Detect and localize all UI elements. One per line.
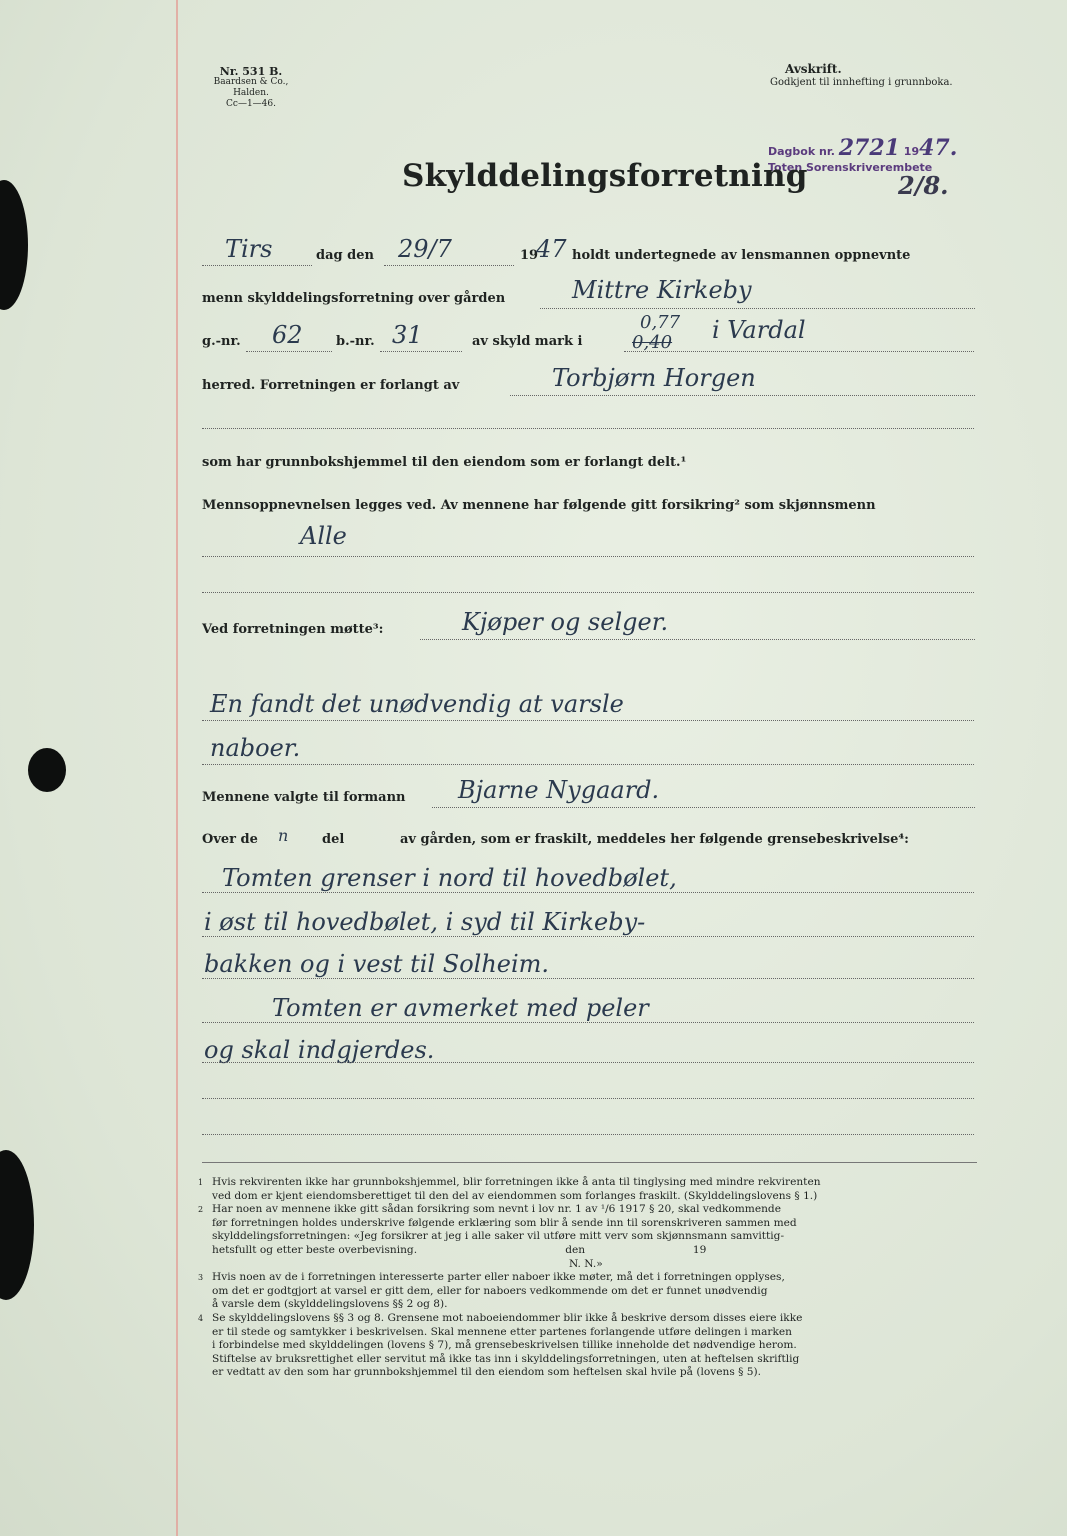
day-value: Tirs bbox=[225, 235, 273, 263]
bnr-value: 31 bbox=[392, 321, 423, 349]
del-label: del bbox=[322, 832, 345, 847]
boundary-line-4: Tomten er avmerket med peler bbox=[272, 994, 649, 1022]
notice-line-2: naboer. bbox=[210, 734, 301, 762]
footnotes bbox=[198, 1176, 998, 1380]
chair-value: Bjarne Nygaard. bbox=[458, 776, 660, 804]
form-header-left bbox=[196, 66, 306, 110]
stamp-year-prefix: 19 bbox=[903, 145, 920, 158]
margin-line bbox=[176, 0, 178, 1536]
skyld-value: 0,77 bbox=[640, 312, 681, 333]
stamp-line1: Dagbok nr. bbox=[768, 145, 835, 158]
stamp-line2: Toten Sorenskriverembete bbox=[768, 161, 933, 174]
printer-name: Baardsen & Co., Halden. bbox=[213, 77, 289, 98]
print-code: Cc—1—46. bbox=[226, 99, 276, 109]
punch-hole bbox=[28, 748, 66, 792]
owner-text: som har grunnbokshjemmel til den eiendom som er forlangt delt.¹ bbox=[202, 455, 687, 470]
form-header-right bbox=[770, 62, 953, 90]
appoint-text: Mennsoppnevnelsen legges ved. Av mennene har følgende gitt forsikring² som skjønnsmenn bbox=[202, 498, 876, 513]
stamp-year: 47. bbox=[919, 135, 958, 161]
footnote-2: 2 Har noen av mennene ikke gitt sådan forsikring som nevnt i lov nr. 1 av ¹/6 1917 § 20, skal vedkommende før forretningen holdes underskrive følgende erklæring som blir å sende inn til sorenskriveren sammen med skylddelingsforretningen: «Jeg forsikrer at jeg i alle saker vil utføre mitt verv som skjønnsmann samvittig- hetsfullt og etter beste overbevisning. den 19 N. N.» bbox=[198, 1203, 797, 1270]
chair-label: Mennene valgte til formann bbox=[202, 790, 406, 805]
footnote-1: 1 Hvis rekvirenten ikke har grunnbokshjemmel, blir forretningen ikke å anta til tinglysing med mindre rekvirenten ved dom er kjent eiendomsberettiget til den del av eiendommen som forlanges fraskilt. (Skylddelingslovens § 1.) bbox=[198, 1176, 821, 1202]
footnote-4: 4 Se skylddelingslovens §§ 3 og 8. Grensene mot naboeiendommer blir ikke å beskrive dersom disses eiere ikke er til stede og samtykker i beskrivelsen. Skal mennene etter partenes forlangende utføre delingen i marken i forbindelse med skylddelingen (lovens § 7), må grensebeskrivelsen tillike inneholde det nødvendige herom. Stiftelse av bruksrettighet eller servitut må ikke tas inn i skylddelingsforretningen, uten at heftelsen skriftlig er vedtatt av den som har grunnbokshjemmel til den eiendom som heftelsen skal hvile på (lovens § 5). bbox=[198, 1311, 803, 1379]
date-value: 29/7 bbox=[398, 235, 452, 263]
year-prefix: 19 bbox=[520, 248, 539, 263]
boundary-line-2: i øst til hovedbølet, i syd til Kirkeby- bbox=[204, 908, 646, 936]
gnr-value: 62 bbox=[272, 321, 303, 349]
municipality-value: i Vardal bbox=[712, 316, 806, 344]
notice-line-1: En fandt det unødvendig at varsle bbox=[210, 690, 624, 718]
boundary-intro: av gården, som er fraskilt, meddeles her følgende grensebeskrivelse⁴: bbox=[400, 832, 909, 847]
boundary-line-3: bakken og i vest til Solheim. bbox=[204, 950, 550, 978]
assured-value: Alle bbox=[300, 522, 347, 550]
over-label: Over de bbox=[202, 832, 258, 847]
skyld-label: av skyld mark i bbox=[472, 334, 583, 349]
footnote-3: 3 Hvis noen av de i forretningen interesserte parter eller naboer ikke møter, må det i forretningen opplyses, om det er godtgjort at varsel er gitt dem, eller for naboers vedkommende om det er funnet unødvendig å varsle dem (skylddelingslovens §§ 2 og 8). bbox=[198, 1271, 785, 1311]
farm-value: Mittre Kirkeby bbox=[572, 276, 752, 304]
skyld-struck-value: 0,40 bbox=[632, 332, 673, 353]
present-label: Ved forretningen møtte³: bbox=[202, 622, 384, 637]
boundary-line-5: og skal indgjerdes. bbox=[204, 1036, 435, 1064]
year-value: 47 bbox=[536, 235, 567, 263]
ink-blot-top bbox=[0, 180, 28, 310]
requester-value: Torbjørn Horgen bbox=[552, 364, 756, 392]
herred-text: herred. Forretningen er forlangt av bbox=[202, 378, 460, 393]
stamp-date: 2/8. bbox=[898, 171, 949, 200]
ink-blot-bottom bbox=[0, 1150, 34, 1300]
held-text: holdt undertegnede av lensmannen oppnevnte bbox=[572, 248, 911, 263]
present-value: Kjøper og selger. bbox=[462, 608, 669, 636]
footnote-rule bbox=[202, 1162, 977, 1163]
gnr-label: g.-nr. bbox=[202, 334, 241, 349]
stamp-diary-no: 2721 bbox=[838, 135, 900, 161]
form-number: Nr. 531 B. bbox=[219, 65, 283, 78]
men-text: menn skylddelingsforretning over gården bbox=[202, 291, 506, 306]
boundary-line-1: Tomten grenser i nord til hovedbølet, bbox=[222, 864, 677, 892]
document-title: Skylddelingsforretning bbox=[402, 158, 808, 194]
bnr-label: b.-nr. bbox=[336, 334, 375, 349]
over-value: n bbox=[278, 826, 289, 845]
copy-label: Avskrift. bbox=[785, 62, 842, 76]
day-label: dag den bbox=[316, 248, 374, 263]
approval-text: Godkjent til innhefting i grunnboka. bbox=[770, 77, 953, 88]
